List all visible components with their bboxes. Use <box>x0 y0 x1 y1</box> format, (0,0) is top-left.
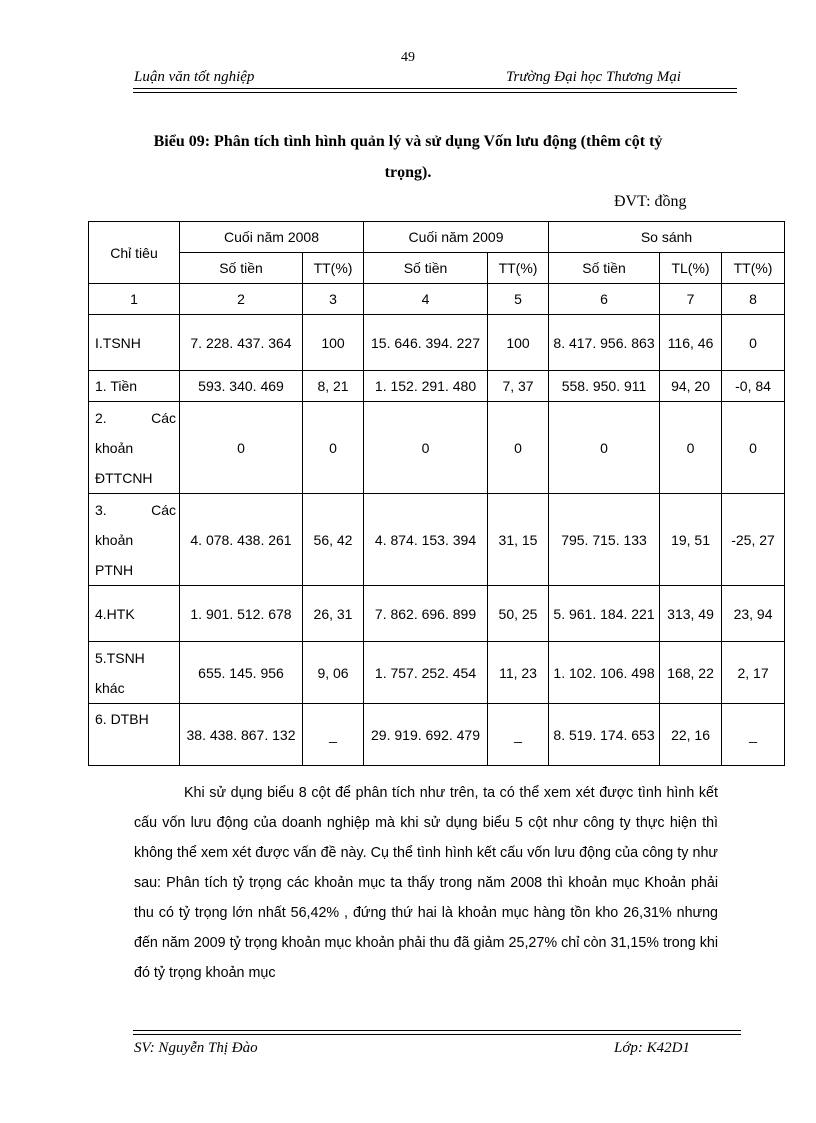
row-label <box>89 402 180 494</box>
page-number: 49 <box>401 50 415 65</box>
cell: 100 <box>303 315 364 371</box>
col-header-so-tien-2008: Số tiền <box>180 253 303 284</box>
cell: 0 <box>722 402 785 494</box>
row-label: I.TSNH <box>89 315 180 371</box>
col-header-tt-compare: TT(%) <box>722 253 785 284</box>
col-header-so-tien-2009: Số tiền <box>364 253 488 284</box>
row-label-part: PTNH <box>95 561 134 578</box>
cell: _ <box>488 704 549 766</box>
cell: -25, 27 <box>722 494 785 586</box>
cell: 0 <box>722 315 785 371</box>
cell: 7. 228. 437. 364 <box>180 315 303 371</box>
cell: 31, 15 <box>488 494 549 586</box>
index-row <box>89 284 785 315</box>
cell: 1. 102. 106. 498 <box>549 642 660 704</box>
header-right-text: Trường Đại học Thương Mại <box>506 69 681 85</box>
footer-student-name: SV: Nguyễn Thị Đào <box>134 1040 258 1056</box>
capital-analysis-table <box>88 221 785 766</box>
cell: 56, 42 <box>303 494 364 586</box>
cell: 11, 23 <box>488 642 549 704</box>
cell: 38. 438. 867. 132 <box>180 704 303 766</box>
unit-label: ĐVT: đồng <box>614 193 687 210</box>
row-label: 6. DTBH <box>89 704 180 766</box>
row-label-part: khoản <box>95 439 134 456</box>
cell: _ <box>303 704 364 766</box>
footer-rule <box>133 1034 741 1035</box>
body-text <box>134 778 718 988</box>
cell: _ <box>722 704 785 766</box>
cell: 94, 20 <box>660 371 722 402</box>
row-label-part: Các <box>151 501 176 518</box>
row-label-part: Các <box>151 409 176 426</box>
row-label-part: 3. <box>95 501 107 518</box>
index-cell: 7 <box>660 284 722 315</box>
cell: 5. 961. 184. 221 <box>549 586 660 642</box>
cell: 1. 901. 512. 678 <box>180 586 303 642</box>
index-cell: 2 <box>180 284 303 315</box>
cell: 558. 950. 911 <box>549 371 660 402</box>
cell: 1. 152. 291. 480 <box>364 371 488 402</box>
cell: 0 <box>660 402 722 494</box>
table-row <box>89 315 785 371</box>
cell: 0 <box>549 402 660 494</box>
row-label: 5.TSNH khác <box>89 642 180 704</box>
cell: 1. 757. 252. 454 <box>364 642 488 704</box>
row-label-part: ĐTTCNH <box>95 469 153 486</box>
col-group-compare: So sánh <box>549 222 785 253</box>
header-left-text: Luận văn tốt nghiệp <box>134 69 255 85</box>
cell: 313, 49 <box>660 586 722 642</box>
cell: 7. 862. 696. 899 <box>364 586 488 642</box>
index-cell: 6 <box>549 284 660 315</box>
table-row <box>89 586 785 642</box>
cell: 29. 919. 692. 479 <box>364 704 488 766</box>
table-row <box>89 402 785 494</box>
header-rule-thin <box>133 92 737 93</box>
index-cell: 4 <box>364 284 488 315</box>
col-group-2009: Cuối năm 2009 <box>364 222 549 253</box>
cell: 0 <box>303 402 364 494</box>
index-cell: 1 <box>89 284 180 315</box>
cell: 4. 078. 438. 261 <box>180 494 303 586</box>
col-group-2008: Cuối năm 2008 <box>180 222 364 253</box>
row-label <box>89 494 180 586</box>
cell: 8, 21 <box>303 371 364 402</box>
footer-rule-thin <box>133 1030 741 1031</box>
cell: 50, 25 <box>488 586 549 642</box>
table-title: Biểu 09: Phân tích tình hình quản lý và sử dụng Vốn lưu động (thêm cột tỷ <box>153 133 663 150</box>
cell: 22, 16 <box>660 704 722 766</box>
cell: 168, 22 <box>660 642 722 704</box>
header-row-groups <box>89 222 785 253</box>
cell: 593. 340. 469 <box>180 371 303 402</box>
cell: 795. 715. 133 <box>549 494 660 586</box>
cell: 9, 06 <box>303 642 364 704</box>
cell: 4. 874. 153. 394 <box>364 494 488 586</box>
header-rule <box>133 88 737 89</box>
row-label-part: khoản <box>95 531 134 548</box>
col-header-chi-tieu: Chỉ tiêu <box>89 222 180 284</box>
cell: 0 <box>364 402 488 494</box>
col-header-tl: TL(%) <box>660 253 722 284</box>
index-cell: 8 <box>722 284 785 315</box>
row-label-part: 2. <box>95 409 107 426</box>
header-row-columns <box>89 253 785 284</box>
col-header-tt-2008: TT(%) <box>303 253 364 284</box>
index-cell: 5 <box>488 284 549 315</box>
body-paragraph: Khi sử dụng biểu 8 cột để phân tích như trên, ta có thể xem xét được tình hình kết cấu vốn lưu động của doanh nghiệp mà khi sử dụng biểu 5 cột như công ty thực hiện thì không thể xem xét được vấn đề này. Cụ thể tình hình kết cấu vốn lưu động của công ty như sau: Phân tích tỷ trọng các khoản mục ta thấy trong năm 2008 thì khoản mục Khoản phải thu có tỷ trọng lớn nhất 56,42% , đứng thứ hai là khoản mục hàng tồn kho 26,31% nhưng đến năm 2009 tỷ trọng khoản mục khoản phải thu đã giảm 25,27% chỉ còn 31,15% trong khi đó tỷ trọng khoản mục <box>134 785 718 981</box>
col-header-tt-2009: TT(%) <box>488 253 549 284</box>
table-row <box>89 642 785 704</box>
cell: 2, 17 <box>722 642 785 704</box>
cell: 19, 51 <box>660 494 722 586</box>
cell: 0 <box>180 402 303 494</box>
cell: 655. 145. 956 <box>180 642 303 704</box>
table-row <box>89 371 785 402</box>
row-label: 4.HTK <box>89 586 180 642</box>
cell: 100 <box>488 315 549 371</box>
cell: 116, 46 <box>660 315 722 371</box>
cell: 15. 646. 394. 227 <box>364 315 488 371</box>
table-title-continued: trọng). <box>384 164 432 181</box>
footer-class: Lớp: K42D1 <box>614 1040 690 1056</box>
table-row <box>89 494 785 586</box>
cell: 8. 417. 956. 863 <box>549 315 660 371</box>
table-row <box>89 704 785 766</box>
cell: 0 <box>488 402 549 494</box>
index-cell: 3 <box>303 284 364 315</box>
row-label: 1. Tiền <box>89 371 180 402</box>
cell: 23, 94 <box>722 586 785 642</box>
cell: 26, 31 <box>303 586 364 642</box>
cell: -0, 84 <box>722 371 785 402</box>
cell: 7, 37 <box>488 371 549 402</box>
col-header-so-tien-compare: Số tiền <box>549 253 660 284</box>
cell: 8. 519. 174. 653 <box>549 704 660 766</box>
